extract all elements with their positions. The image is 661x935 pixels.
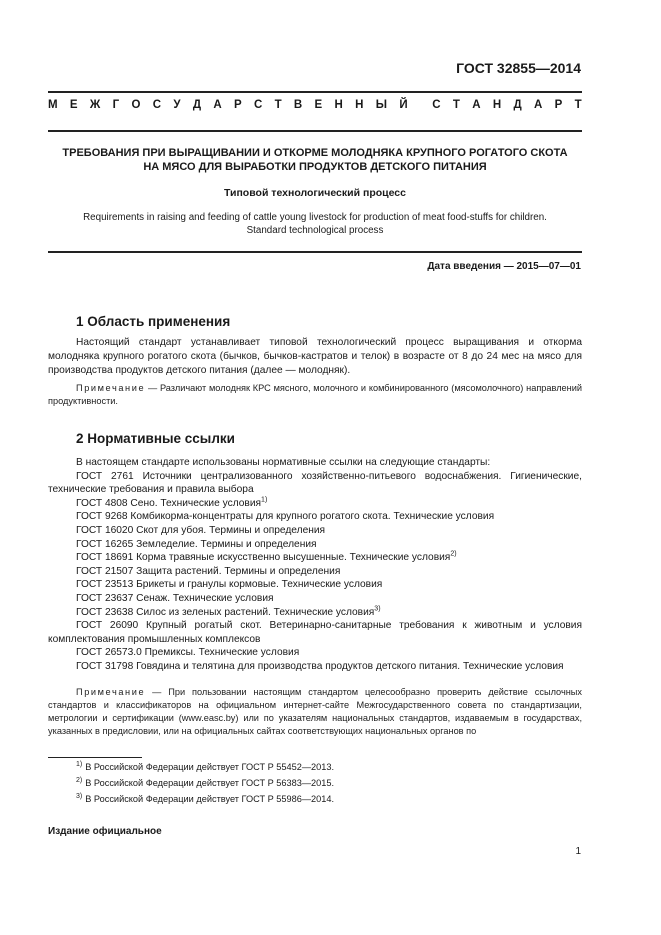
interstate-standard-banner (48, 99, 582, 111)
note-label: Примечание (76, 687, 146, 697)
banner-letter: Р (554, 99, 563, 111)
section-1-note: Примечание — Различают молодняк КРС мясного, молочного и комбинированного (мясомолочного) направлений продуктивности. (48, 383, 582, 406)
section-2-note: Примечание — При пользовании настоящим стандартом целесообразно проверить действие ссылочных стандартов и классификаторов на официальном интернет-сайте Межгосударственного совета по стандартизации, метрологии и сертификации (www.easc.by) или по указателям национальных стандартов, издаваемым в государствах, указанных в предисловии, или на официальных сайтах соответствующих национальных органов по (48, 687, 582, 736)
normative-references-list (48, 456, 582, 674)
section-1-heading: 1 Область применения (76, 314, 231, 329)
footnote-reference: 1) (261, 496, 268, 504)
banner-letter: Р (233, 99, 242, 111)
document-subtitle: Типовой технологический процесс (223, 187, 406, 199)
official-edition-label: Издание официальное (48, 826, 162, 837)
reference-item (48, 592, 582, 606)
footnote (76, 762, 334, 772)
banner-letter: А (533, 99, 543, 111)
banner-letter: Т (452, 99, 460, 111)
reference-item (48, 538, 582, 552)
banner-letter: М (48, 99, 58, 111)
top-rule (48, 91, 582, 93)
reference-text: ГОСТ 23638 Силос из зеленых растений. Технические условия (76, 606, 375, 618)
reference-text: ГОСТ 16020 Скот для убоя. Термины и определения (76, 524, 326, 536)
english-title-line-2: Standard technological process (246, 225, 384, 236)
banner-letter: С (152, 99, 162, 111)
reference-item (48, 619, 582, 646)
footnote (76, 794, 334, 804)
banner-letter: Н (492, 99, 502, 111)
references-intro: В настоящем стандарте использованы нормативные ссылки на следующие стандарты: (76, 457, 491, 468)
reference-item (48, 470, 582, 497)
title-line-2: НА МЯСО ДЛЯ ВЫРАБОТКИ ПРОДУКТОВ ДЕТСКОГО ПИТАНИЯ (143, 161, 487, 173)
english-title-line-1: Requirements in raising and feeding of cattle young livestock for production of meat food-stuffs for children. (83, 212, 547, 223)
banner-letter: А (213, 99, 222, 111)
reference-item (48, 660, 582, 674)
reference-item (48, 524, 582, 538)
section-1-paragraph: Настоящий стандарт устанавливает типовой технологический процесс выращивания и откорма молодняка крупного рогатого скота (бычков, бычков-кастратов и телок) в возрасте от 8 до 24 мес на мясо для производства продуктов детского питания (далее — молодняк). (48, 337, 582, 376)
section-2-heading: 2 Нормативные ссылки (76, 431, 235, 446)
banner-letter: С (432, 99, 441, 111)
reference-item (48, 646, 582, 660)
reference-item (48, 497, 582, 511)
footnote-reference: 2) (450, 550, 457, 558)
banner-letter: Н (355, 99, 364, 111)
reference-text: ГОСТ 2761 Источники централизованного хозяйственно-питьевого водоснабжения. Гигиенические, технические требования и правила выбора (48, 470, 582, 496)
footnote-reference: 3) (374, 605, 381, 613)
reference-text: ГОСТ 23513 Брикеты и гранулы кормовые. Технические условия (76, 579, 383, 591)
banner-letter: Ж (89, 99, 101, 111)
reference-item (48, 510, 582, 524)
footnote-mark: 2) (76, 776, 83, 784)
reference-text: ГОСТ 18691 Корма травяные искусственно высушенные. Технические условия (76, 552, 451, 564)
title-line-1: ТРЕБОВАНИЯ ПРИ ВЫРАЩИВАНИИ И ОТКОРМЕ МОЛОДНЯКА КРУПНОГО РОГАТОГО СКОТА (62, 147, 568, 159)
footnote-text: В Российской Федерации действует ГОСТ Р 56383—2015. (85, 778, 335, 788)
footnote-rule (48, 757, 142, 758)
banner-rule (48, 130, 582, 132)
footnote-mark: 3) (76, 792, 83, 800)
reference-text: ГОСТ 9268 Комбикорма-концентраты для крупного рогатого скота. Технические условия (76, 511, 495, 523)
banner-letter: Н (334, 99, 343, 111)
title-rule (48, 251, 582, 253)
footnote-text: В Российской Федерации действует ГОСТ Р 55986—2014. (85, 794, 335, 804)
introduction-date: Дата введения — 2015—07—01 (427, 261, 581, 272)
reference-item (48, 565, 582, 579)
banner-letter: У (173, 99, 181, 111)
banner-letter: Д (513, 99, 522, 111)
reference-text: ГОСТ 23637 Сенаж. Технические условия (76, 592, 274, 604)
banner-letter: Г (112, 99, 120, 111)
banner-letter: Й (399, 99, 408, 111)
banner-letter: О (131, 99, 141, 111)
english-title (48, 211, 582, 237)
reference-text: ГОСТ 31798 Говядина и телятина для производства продуктов детского питания. Технические условия (76, 660, 564, 672)
banner-letter: Т (274, 99, 282, 111)
reference-text: ГОСТ 21507 Защита растений. Термины и определения (76, 565, 341, 577)
footnote (76, 778, 334, 788)
reference-text: ГОСТ 26090 Крупный рогатый скот. Ветеринарно-санитарные требования к животным и условия комплектования промышленных комплексов (48, 620, 582, 645)
banner-letter: В (293, 99, 303, 111)
reference-text: ГОСТ 16265 Земледелие. Термины и определения (76, 538, 317, 550)
banner-letter: Е (69, 99, 78, 111)
reference-text: ГОСТ 4808 Сено. Технические условия (76, 497, 262, 509)
banner-letter: Ы (375, 99, 388, 111)
reference-item (48, 551, 582, 565)
page-number: 1 (575, 846, 581, 857)
banner-letter: Т (574, 99, 582, 111)
standard-number: ГОСТ 32855—2014 (456, 60, 581, 76)
note-label: Примечание (76, 383, 146, 393)
banner-letter: Е (314, 99, 323, 111)
banner-letter: С (253, 99, 263, 111)
reference-text: ГОСТ 26573.0 Премиксы. Технические условия (76, 647, 300, 659)
reference-item (48, 578, 582, 592)
banner-letter: А (472, 99, 481, 111)
reference-item (48, 606, 582, 620)
footnote-text: В Российской Федерации действует ГОСТ Р 55452—2013. (85, 762, 335, 772)
document-title (48, 146, 582, 174)
banner-letter: Д (192, 99, 202, 111)
footnote-mark: 1) (76, 760, 83, 768)
